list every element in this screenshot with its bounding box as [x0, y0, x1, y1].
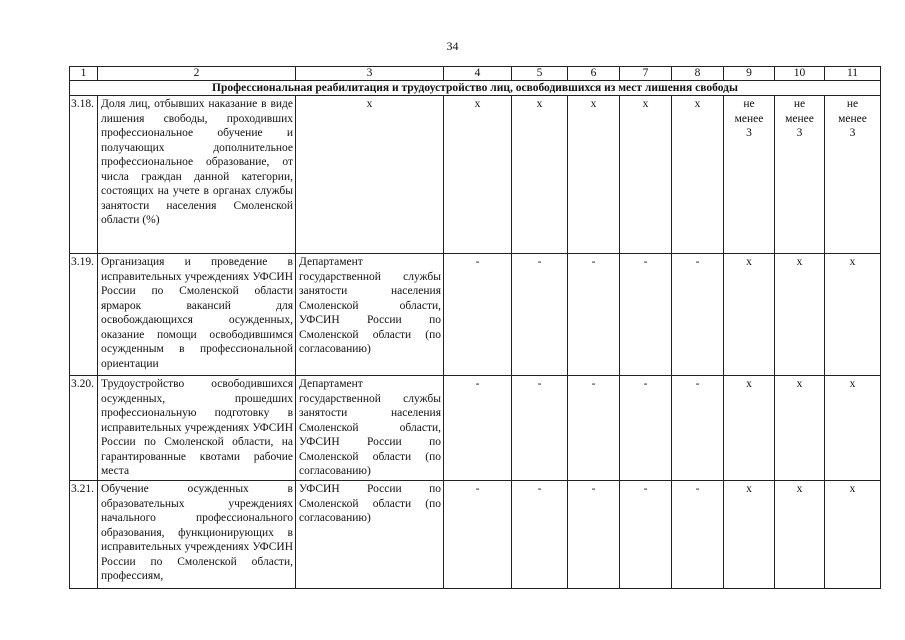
value-cell: - [512, 254, 568, 376]
section-title: Профессиональная реабилитация и трудоустройство лиц, освободившихся из мест лишения свободы [70, 81, 881, 96]
row-number: 3.18. [70, 96, 98, 254]
value-cell: - [620, 254, 672, 376]
value-cell: х [512, 96, 568, 254]
value-cell: - [620, 376, 672, 481]
value-cell: х [775, 254, 825, 376]
row-number: 3.20. [70, 376, 98, 481]
value-cell: х [775, 481, 825, 589]
value-cell: х [444, 96, 512, 254]
column-header: 3 [296, 67, 444, 81]
value-cell: х [620, 96, 672, 254]
column-header-row [70, 67, 881, 81]
value-cell: х [568, 96, 620, 254]
value-cell: - [444, 254, 512, 376]
row-number: 3.19. [70, 254, 98, 376]
value-cell: - [568, 254, 620, 376]
value-cell: х [825, 376, 881, 481]
value-cell: не менее 3 [825, 96, 881, 254]
row-number: 3.21. [70, 481, 98, 589]
table-row [70, 254, 881, 376]
value-cell: не менее 3 [724, 96, 775, 254]
table-row [70, 376, 881, 481]
row-description: Организация и проведение в исправительных учреждениях УФСИН России по Смоленской области ярмарок вакансий для освобождающихся осужденных, оказание помощи освободившимся осужденным в профессиональной ориентации [98, 254, 296, 376]
section-title-row [70, 81, 881, 96]
column-header: 1 [70, 67, 98, 81]
value-cell: х [825, 254, 881, 376]
value-cell: - [672, 254, 724, 376]
value-cell: - [620, 481, 672, 589]
value-cell: - [444, 481, 512, 589]
row-executor: х [296, 96, 444, 254]
row-description: Трудоустройство освободившихся осужденных, прошедших профессиональную подготовку в исправительных учреждениях УФСИН России по Смоленской области, на гарантированные квотами рабочие места [98, 376, 296, 481]
column-header: 10 [775, 67, 825, 81]
value-cell: х [775, 376, 825, 481]
value-cell: - [568, 376, 620, 481]
row-executor: Департамент государственной службы занятости населения Смоленской области, УФСИН России по Смоленской области (по согласованию) [296, 376, 444, 481]
table-row [70, 481, 881, 589]
value-cell: - [512, 376, 568, 481]
column-header: 8 [672, 67, 724, 81]
column-header: 5 [512, 67, 568, 81]
value-cell: - [568, 481, 620, 589]
row-executor: Департамент государственной службы занятости населения Смоленской области, УФСИН России по Смоленской области (по согласованию) [296, 254, 444, 376]
value-cell: х [825, 481, 881, 589]
column-header: 11 [825, 67, 881, 81]
value-cell: - [444, 376, 512, 481]
value-cell: - [672, 481, 724, 589]
value-cell: не менее 3 [775, 96, 825, 254]
column-header: 4 [444, 67, 512, 81]
value-cell: х [672, 96, 724, 254]
row-executor: УФСИН России по Смоленской области (по согласованию) [296, 481, 444, 589]
value-cell: - [672, 376, 724, 481]
table-row [70, 96, 881, 254]
page-number: 34 [446, 39, 459, 53]
column-header: 9 [724, 67, 775, 81]
column-header: 7 [620, 67, 672, 81]
column-header: 2 [98, 67, 296, 81]
program-table [69, 66, 881, 589]
row-description: Обучение осужденных в образовательных учреждениях начального профессионального образования, функционирующих в исправительных учреждениях УФСИН России по Смоленской области, профессиям, [98, 481, 296, 589]
value-cell: х [724, 254, 775, 376]
value-cell: - [512, 481, 568, 589]
value-cell: х [724, 481, 775, 589]
value-cell: х [724, 376, 775, 481]
row-description: Доля лиц, отбывших наказание в виде лишения свободы, проходивших профессиональное обучение и получающих дополнительное профессиональное образование, от числа граждан данной категории, состоящих на учете в органах службы занятости населения Смоленской области (%) [98, 96, 296, 254]
column-header: 6 [568, 67, 620, 81]
